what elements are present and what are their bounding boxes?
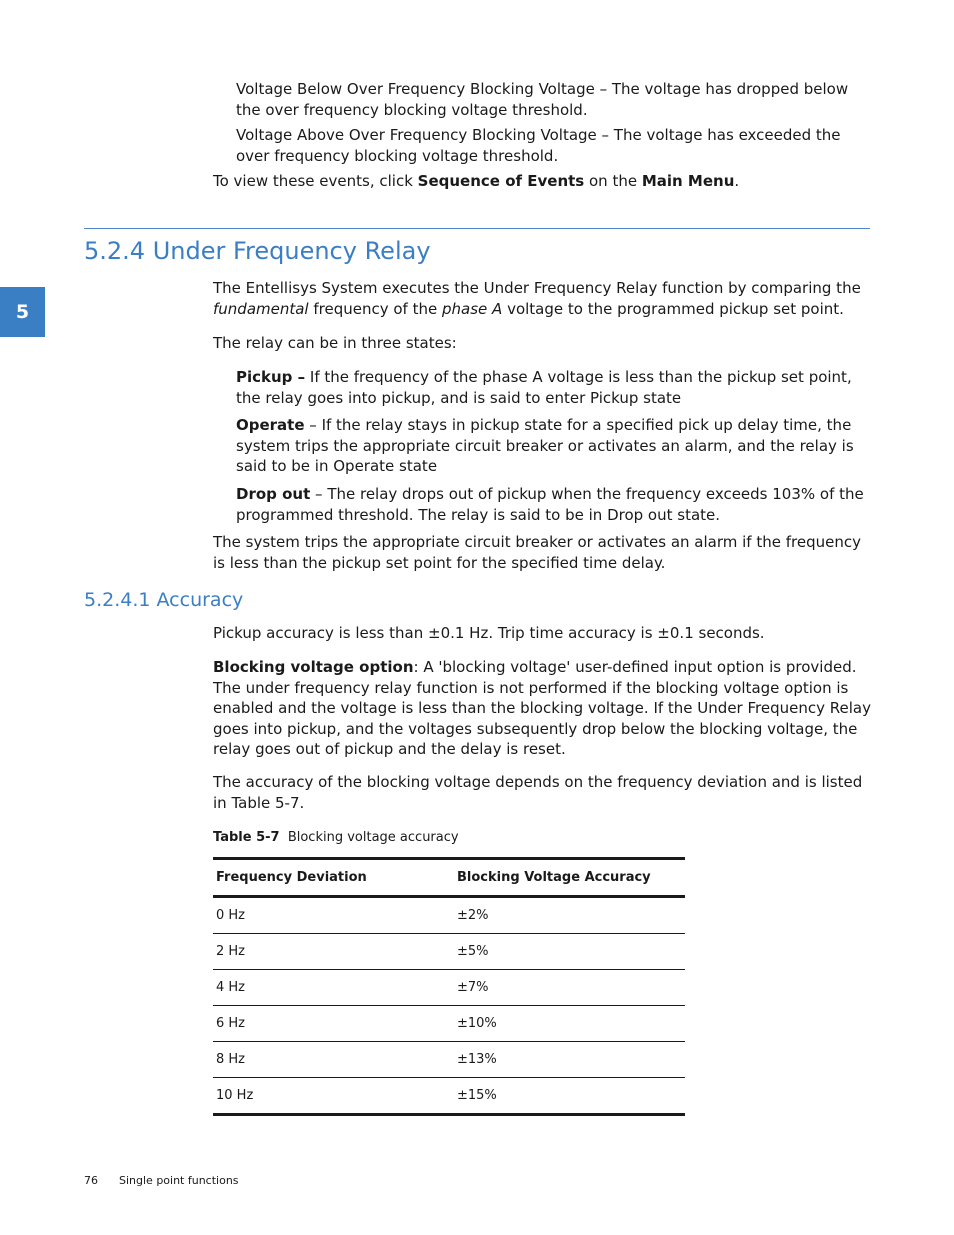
state-term: Pickup – [236, 368, 306, 386]
table-row [213, 934, 685, 970]
frequency-cell: 6 Hz [213, 1006, 454, 1042]
table-row [213, 897, 685, 934]
accuracy-cell: ±5% [454, 934, 685, 970]
footer-title: Single point functions [119, 1174, 239, 1187]
event-item-voltage-above: Voltage Above Over Frequency Blocking Voltage – The voltage has exceeded the over frequency blocking voltage threshold. [236, 126, 841, 165]
state-dropout: Drop out – The relay drops out of pickup when the frequency exceeds 103% of the programmed threshold. The relay is said to be in Drop out state. [236, 485, 864, 524]
frequency-cell: 10 Hz [213, 1078, 454, 1115]
states-lead: The relay can be in three states: [213, 334, 457, 352]
accuracy-cell: ±15% [454, 1078, 685, 1115]
header-frequency-deviation: Frequency Deviation [213, 859, 454, 897]
accuracy-cell: ±13% [454, 1042, 685, 1078]
accuracy-cell: ±10% [454, 1006, 685, 1042]
table-row [213, 1078, 685, 1115]
table-caption [213, 830, 459, 845]
intro-paragraph: The Entellisys System executes the Under Frequency Relay function by comparing the fundamental frequency of the phase A voltage to the programmed pickup set point. [213, 279, 861, 318]
blocking-voltage-accuracy-table [213, 857, 685, 1116]
subsection-title: 5.2.4.1 Accuracy [84, 589, 244, 611]
section-title: 5.2.4 Under Frequency Relay [84, 237, 431, 265]
header-blocking-voltage-accuracy: Blocking Voltage Accuracy [454, 859, 685, 897]
sequence-of-events-term: Sequence of Events [417, 172, 585, 190]
event-item-voltage-below: Voltage Below Over Frequency Blocking Voltage – The voltage has dropped below the over frequency blocking voltage threshold. [236, 80, 849, 119]
table-row [213, 970, 685, 1006]
frequency-cell: 0 Hz [213, 897, 454, 934]
chapter-tab: 5 [0, 287, 45, 337]
accuracy-depends-paragraph: The accuracy of the blocking voltage depends on the frequency deviation and is listed in Table 5-7. [213, 773, 863, 812]
trip-paragraph: The system trips the appropriate circuit breaker or activates an alarm if the frequency is less than the pickup set point for the specified time delay. [213, 533, 861, 572]
frequency-cell: 2 Hz [213, 934, 454, 970]
footer-page-number: 76 [84, 1174, 98, 1187]
table-caption-label: Table 5-7 [213, 830, 280, 845]
accuracy-cell: ±2% [454, 897, 685, 934]
state-term: Operate [236, 416, 305, 434]
state-term: Drop out [236, 485, 311, 503]
frequency-cell: 8 Hz [213, 1042, 454, 1078]
table-row [213, 1042, 685, 1078]
table-header-row [213, 859, 685, 897]
table-caption-text: Blocking voltage accuracy [287, 830, 459, 845]
state-pickup: Pickup – If the frequency of the phase A voltage is less than the pickup set point, the relay goes into pickup, and is said to enter Pickup state [236, 368, 852, 407]
accuracy-paragraph: Pickup accuracy is less than ±0.1 Hz. Trip time accuracy is ±0.1 seconds. [213, 624, 765, 642]
view-events-paragraph: To view these events, click Sequence of Events on the Main Menu. [213, 172, 740, 190]
table-row [213, 1006, 685, 1042]
frequency-cell: 4 Hz [213, 970, 454, 1006]
accuracy-cell: ±7% [454, 970, 685, 1006]
blocking-voltage-paragraph: Blocking voltage option: A 'blocking voltage' user-defined input option is provided. The under frequency relay function is not performed if the blocking voltage option is enabled and the voltage is less than the blocking voltage. If the Under Frequency Relay goes into pickup, and the voltages subsequently drop below the blocking voltage, the relay goes out of pickup and the delay is reset. [213, 658, 871, 758]
section-divider [84, 228, 870, 229]
blocking-voltage-term: Blocking voltage option [213, 658, 414, 676]
main-menu-term: Main Menu [641, 172, 735, 190]
state-operate: Operate – If the relay stays in pickup state for a specified pick up delay time, the system trips the appropriate circuit breaker or activates an alarm, and the relay is said to be in Operate state [236, 416, 854, 475]
